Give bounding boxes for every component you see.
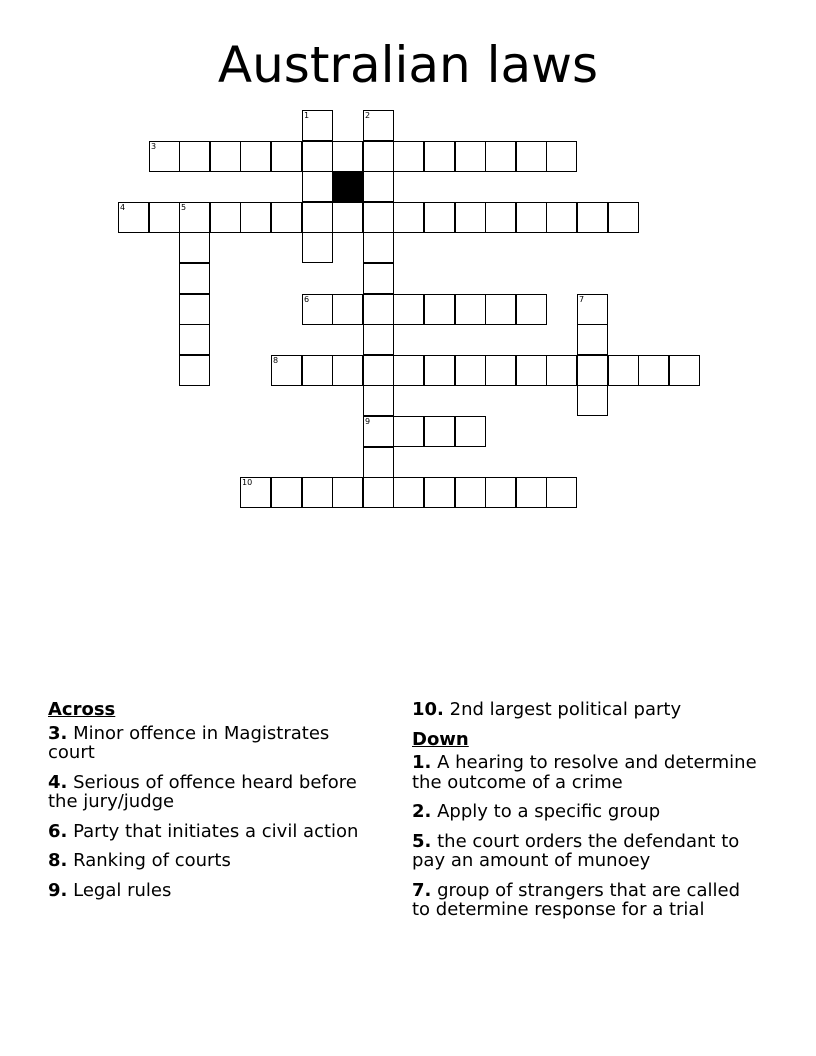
crossword-cell[interactable] <box>302 294 333 325</box>
clue-number-label: 9 <box>365 417 371 426</box>
crossword-cell[interactable] <box>577 294 608 325</box>
crossword-cell[interactable] <box>577 202 608 233</box>
crossword-cell[interactable] <box>485 477 516 508</box>
crossword-cell[interactable] <box>393 416 424 447</box>
clue-text: Minor offence in Magistrates court <box>48 722 330 763</box>
clue-number: 10. <box>412 699 444 720</box>
crossword-cell[interactable] <box>271 141 302 172</box>
crossword-cell[interactable] <box>485 141 516 172</box>
clue-number-label: 3 <box>151 142 157 151</box>
crossword-cell[interactable] <box>363 294 394 325</box>
crossword-cell[interactable] <box>516 294 547 325</box>
crossword-cell[interactable] <box>240 477 271 508</box>
crossword-cell[interactable] <box>271 477 302 508</box>
crossword-cell[interactable] <box>424 202 455 233</box>
down-heading: Down <box>412 728 469 750</box>
crossword-cell[interactable] <box>363 355 394 386</box>
clue-number: 7. <box>412 879 432 901</box>
across-clue-9 <box>48 881 378 901</box>
crossword-cell[interactable] <box>302 232 333 263</box>
crossword-cell[interactable] <box>516 141 547 172</box>
crossword-cell[interactable] <box>271 355 302 386</box>
crossword-cell[interactable] <box>179 294 210 325</box>
clue-number: 2. <box>412 801 432 822</box>
crossword-cell[interactable] <box>424 416 455 447</box>
crossword-cell[interactable] <box>516 202 547 233</box>
crossword-cell[interactable] <box>638 355 669 386</box>
crossword-cell[interactable] <box>577 324 608 355</box>
crossword-cell[interactable] <box>363 110 394 141</box>
crossword-cell[interactable] <box>363 477 394 508</box>
clue-number: 4. <box>48 771 68 793</box>
clue-number: 8. <box>48 850 68 871</box>
crossword-cell[interactable] <box>608 202 639 233</box>
crossword-cell[interactable] <box>149 202 180 233</box>
clue-text: Legal rules <box>73 879 172 901</box>
clue-number: 3. <box>48 722 68 744</box>
crossword-cell[interactable] <box>516 477 547 508</box>
across-clue-4 <box>48 773 378 812</box>
clue-number-label: 8 <box>273 356 279 365</box>
crossword-cell[interactable] <box>179 232 210 263</box>
crossword-cell[interactable] <box>363 385 394 416</box>
crossword-cell[interactable] <box>179 324 210 355</box>
crossword-cell[interactable] <box>363 263 394 294</box>
down-clue-2 <box>412 802 762 822</box>
crossword-cell[interactable] <box>179 202 210 233</box>
crossword-cell[interactable] <box>363 324 394 355</box>
crossword-cell[interactable] <box>302 202 333 233</box>
crossword-cell[interactable] <box>210 141 241 172</box>
crossword-cell[interactable] <box>455 202 486 233</box>
crossword-cell[interactable] <box>363 171 394 202</box>
crossword-cell[interactable] <box>577 385 608 416</box>
clue-number-label: 10 <box>242 478 253 487</box>
clue-number-label: 2 <box>365 111 371 120</box>
clues-right-column <box>412 700 762 930</box>
across-clue-8 <box>48 851 378 871</box>
crossword-cell[interactable] <box>363 416 394 447</box>
down-clue-7 <box>412 881 762 920</box>
down-clue-1 <box>412 753 762 792</box>
crossword-cell[interactable] <box>332 202 363 233</box>
clue-number: 9. <box>48 879 68 901</box>
crossword-cell[interactable] <box>577 355 608 386</box>
crossword-cell[interactable] <box>179 263 210 294</box>
clue-number-label: 5 <box>181 203 187 212</box>
crossword-cell[interactable] <box>455 416 486 447</box>
crossword-cell[interactable] <box>363 447 394 478</box>
crossword-cell[interactable] <box>240 141 271 172</box>
clue-text: group of strangers that are called to determine response for a trial <box>412 879 740 920</box>
crossword-cell[interactable] <box>210 202 241 233</box>
crossword-cell[interactable] <box>393 477 424 508</box>
clue-number-label: 4 <box>120 203 126 212</box>
crossword-cell[interactable] <box>302 477 333 508</box>
crossword-black-cell <box>332 171 363 202</box>
crossword-cell[interactable] <box>455 141 486 172</box>
crossword-cell[interactable] <box>546 355 577 386</box>
crossword-cell[interactable] <box>485 202 516 233</box>
crossword-cell[interactable] <box>271 202 302 233</box>
clue-number-label: 6 <box>304 295 310 304</box>
crossword-cell[interactable] <box>393 355 424 386</box>
crossword-cell[interactable] <box>332 477 363 508</box>
crossword-cell[interactable] <box>393 141 424 172</box>
crossword-cell[interactable] <box>424 141 455 172</box>
crossword-cell[interactable] <box>485 355 516 386</box>
crossword-cell[interactable] <box>669 355 700 386</box>
clue-text: Serious of offence heard before the jury/judge <box>48 771 357 812</box>
crossword-cell[interactable] <box>332 355 363 386</box>
crossword-cell[interactable] <box>118 202 149 233</box>
across-heading: Across <box>48 699 116 720</box>
crossword-cell[interactable] <box>455 477 486 508</box>
crossword-cell[interactable] <box>302 355 333 386</box>
crossword-cell[interactable] <box>546 477 577 508</box>
clue-number-label: 7 <box>579 295 585 304</box>
crossword-cell[interactable] <box>179 355 210 386</box>
clue-number: 6. <box>48 820 68 842</box>
crossword-cell[interactable] <box>240 202 271 233</box>
clue-text: Party that initiates a civil action <box>73 820 359 842</box>
across-clue-3 <box>48 724 378 763</box>
crossword-cell[interactable] <box>149 141 180 172</box>
crossword-cell[interactable] <box>363 232 394 263</box>
clue-number-label: 1 <box>304 111 310 120</box>
crossword-cell[interactable] <box>393 202 424 233</box>
clue-text: A hearing to resolve and determine the outcome of a crime <box>412 752 757 793</box>
clue-number: 1. <box>412 752 432 773</box>
crossword-cell[interactable] <box>424 294 455 325</box>
down-clue-5 <box>412 832 762 871</box>
crossword-cell[interactable] <box>332 141 363 172</box>
crossword-cell[interactable] <box>455 355 486 386</box>
crossword-cell[interactable] <box>363 202 394 233</box>
crossword-cell[interactable] <box>608 355 639 386</box>
crossword-cell[interactable] <box>516 355 547 386</box>
clue-text: Apply to a specific group <box>437 801 661 822</box>
clue-number: 5. <box>412 830 432 852</box>
crossword-cell[interactable] <box>179 141 210 172</box>
crossword-cell[interactable] <box>546 202 577 233</box>
crossword-cell[interactable] <box>302 171 333 202</box>
crossword-cell[interactable] <box>424 355 455 386</box>
clue-text: Ranking of courts <box>73 850 231 871</box>
clue-text: 2nd largest political party <box>449 699 682 720</box>
crossword-cell[interactable] <box>363 141 394 172</box>
crossword-cell[interactable] <box>302 141 333 172</box>
clues-left-column <box>48 700 378 910</box>
puzzle-title: Australian laws <box>217 36 599 94</box>
crossword-cell[interactable] <box>332 294 363 325</box>
across-clue-6 <box>48 822 378 842</box>
crossword-cell[interactable] <box>393 294 424 325</box>
crossword-cell[interactable] <box>485 294 516 325</box>
crossword-cell[interactable] <box>302 110 333 141</box>
crossword-cell[interactable] <box>546 141 577 172</box>
crossword-cell[interactable] <box>455 294 486 325</box>
crossword-cell[interactable] <box>424 477 455 508</box>
clue-text: the court orders the defendant to pay an amount of munoey <box>412 830 740 871</box>
across-clue-10 <box>412 700 762 720</box>
